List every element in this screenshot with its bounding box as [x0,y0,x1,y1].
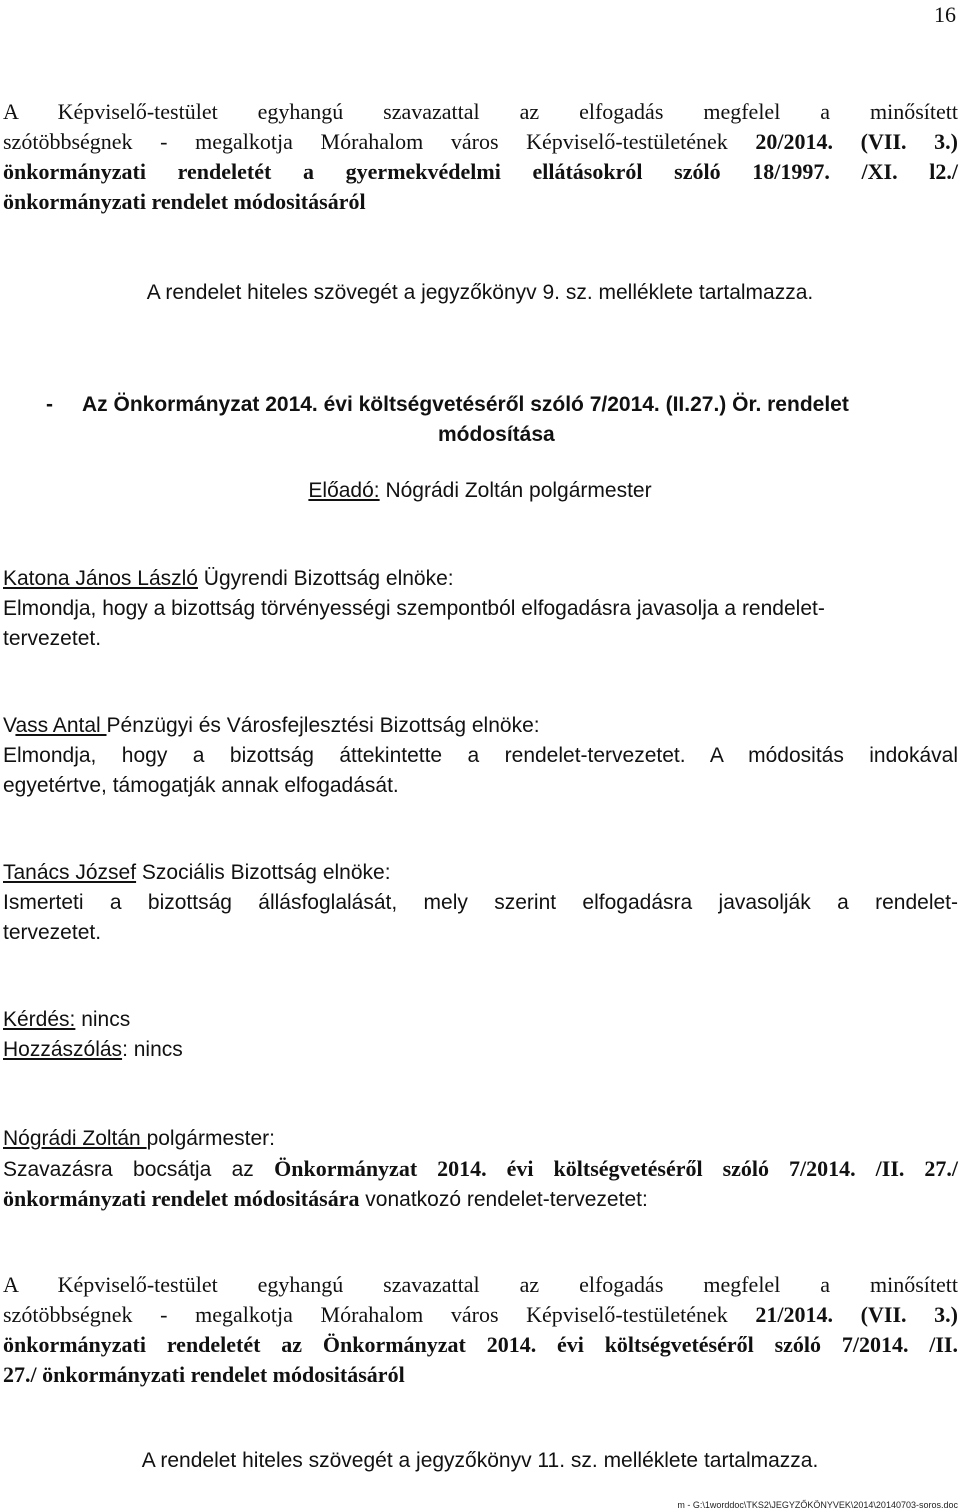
vote-line1-text: Szavazásra bocsátja az [3,1158,275,1181]
speaker2-line1: Elmondja, hogy a bizottság áttekintette a rendelet-tervezetet. A módositás indokával [3,744,958,767]
vote-line1-subject: Önkormányzat 2014. évi költségvetéséről szóló 7/2014. /II. 27./ [274,1156,958,1181]
speaker3-role: Szociális Bizottság elnöke: [136,861,391,884]
presenter-name: Nógrádi Zoltán polgármester [379,479,652,502]
vote-heading [3,1124,960,1154]
resolution1-line2 [3,127,958,157]
speaker2-name: ass Antal [15,714,107,737]
comment-label: Hozzászólás [3,1038,123,1061]
vote-line2-subject: önkormányzati rendelet módositására [3,1186,360,1211]
resolution1-line2-text: szótöbbségnek - megalkotja Mórahalom város Képviselő-testületének [3,129,756,154]
speaker1-heading [3,564,960,594]
agenda-dash: - [46,393,53,416]
speaker3-line2: tervezetet. [3,921,102,944]
presenter-label: Előadó: [308,479,380,502]
speaker1-line2: tervezetet. [3,627,102,650]
resolution1-note: A rendelet hiteles szövegét a jegyzőkönyv 9. sz. melléklete tartalmazza. [146,281,814,304]
resolution2-line2-text: szótöbbségnek - megalkotja Mórahalom város Képviselő-testületének [3,1302,756,1327]
vote-line2-text: vonatkozó rendelet-tervezetet: [359,1188,648,1211]
speaker3-heading [3,858,960,888]
vote-role: polgármester: [146,1127,275,1150]
speaker2-name-initial: V [3,714,16,737]
document-path-footer: m - G:\1worddoc\TKS2\JEGYZŐKÖNYVEK\2014\20140703-soros.doc [677,1500,958,1510]
speaker3-name: Tanács József [3,861,137,884]
agenda-title-line2: módosítása [438,423,555,446]
resolution1-line3: önkormányzati rendeletét a gyermekvédelmi ellátásokról szóló 18/1997. /XI. l2./ [3,159,958,184]
agenda-presenter [0,476,960,506]
question-label: Kérdés: [3,1008,76,1031]
speaker1-name: Katona János László [3,567,198,590]
resolution2-number: 21/2014. (VII. 3.) [755,1302,958,1327]
speaker2-line2: egyetértve, támogatják annak elfogadását. [3,774,399,797]
resolution2-note: A rendelet hiteles szövegét a jegyzőkönyv 11. sz. melléklete tartalmazza. [141,1449,819,1472]
resolution2-line3: önkormányzati rendeletét az Önkormányzat 2014. évi költségvetéséről szóló 7/2014. /II. [3,1332,958,1357]
comment-line [3,1035,960,1065]
question-value: nincs [75,1008,131,1031]
resolution2-line1: A Képviselő-testület egyhangú szavazattal az elfogadás megfelel a minősített [3,1272,958,1297]
speaker2-role: Pénzügyi és Városfejlesztési Bizottság elnöke: [106,714,540,737]
vote-line2 [3,1184,960,1215]
vote-name: Nógrádi Zoltán [3,1127,147,1150]
resolution1-line1: A Képviselő-testület egyhangú szavazattal az elfogadás megfelel a minősített [3,99,958,124]
speaker2-heading [3,711,960,741]
resolution2-line4: 27./ önkormányzati rendelet módositásáról [3,1362,405,1387]
resolution1-number: 20/2014. (VII. 3.) [755,129,958,154]
question-line [3,1005,960,1035]
page-number: 16 [934,2,956,27]
resolution2-line2 [3,1300,958,1330]
agenda-title-line1: Az Önkormányzat 2014. évi költségvetéséről szóló 7/2014. (II.27.) Ör. rendelet [82,393,849,416]
comment-value: : nincs [122,1038,183,1061]
vote-line1 [3,1154,958,1185]
speaker1-line1: Elmondja, hogy a bizottság törvényességi szempontból elfogadásra javasolja a rendelet- [3,597,825,620]
speaker1-role: Ügyrendi Bizottság elnöke: [197,567,454,590]
speaker3-line1: Ismerteti a bizottság állásfoglalását, mely szerint elfogadásra javasolják a rendelet- [3,891,958,914]
resolution1-line4: önkormányzati rendelet módositásáról [3,189,366,214]
